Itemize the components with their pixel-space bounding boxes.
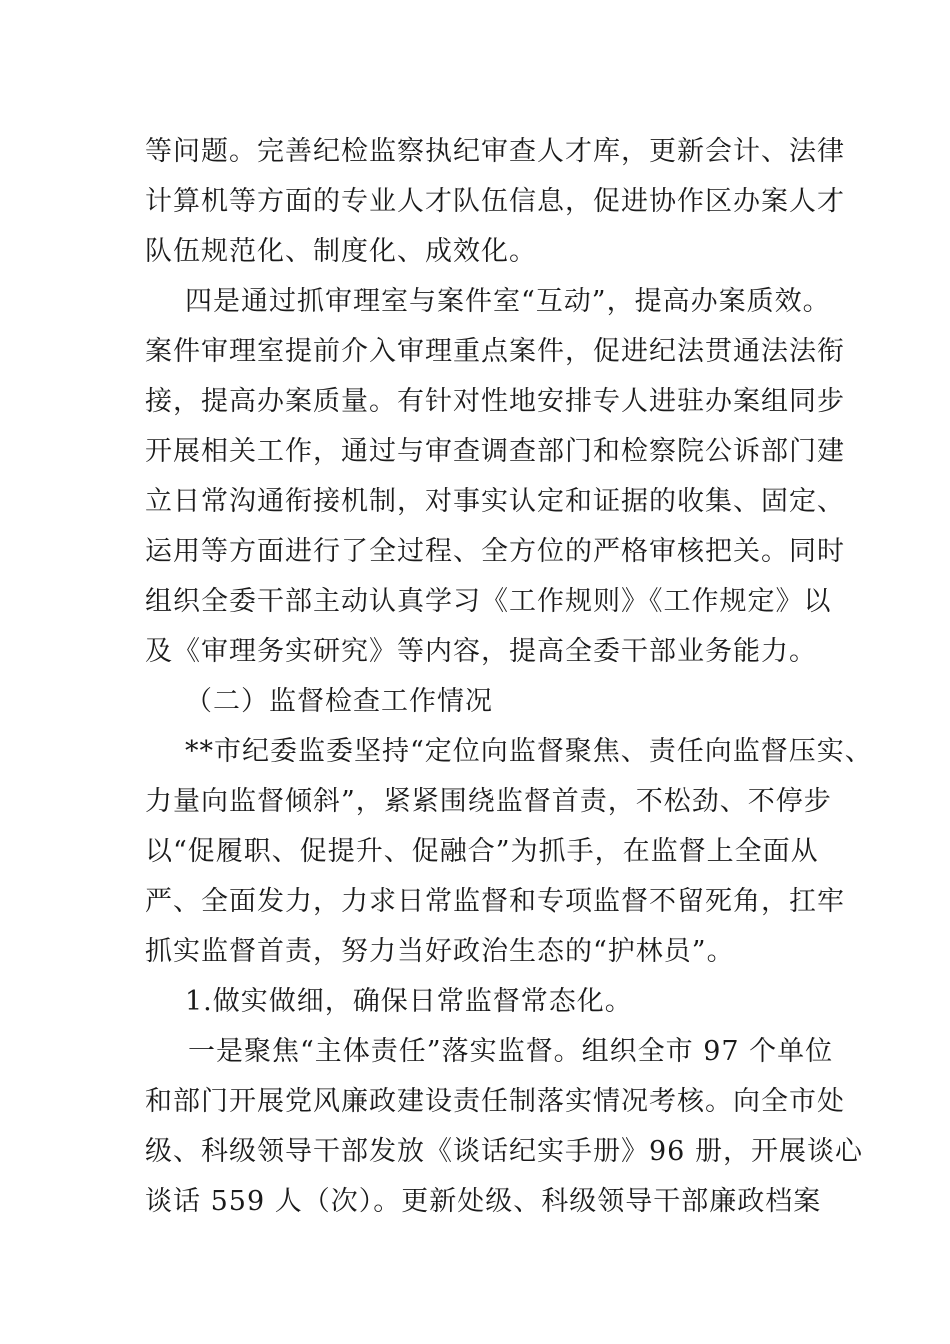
body-text-line: 立日常沟通衔接机制，对事实认定和证据的收集、固定、: [145, 486, 845, 517]
body-text-line: 运用等方面进行了全过程、全方位的严格审核把关。同时: [145, 536, 845, 567]
section-heading: （二）监督检查工作情况: [185, 686, 493, 717]
body-text-line: 和部门开展党风廉政建设责任制落实情况考核。向全市处: [145, 1086, 845, 1117]
body-text-line: 抓实监督首责，努力当好政治生态的“护林员”。: [145, 936, 735, 967]
body-text-line: 组织全委干部主动认真学习《工作规则》《工作规定》以: [145, 586, 832, 617]
body-text-line: 及《审理务实研究》等内容，提高全委干部业务能力。: [145, 636, 817, 667]
body-text-line: 力量向监督倾斜”，紧紧围绕监督首责，不松劲、不停步: [145, 786, 832, 817]
body-text-line: 等问题。完善纪检监察执纪审查人才库，更新会计、法律: [145, 136, 845, 167]
body-text-line: 以“促履职、促提升、促融合”为抓手，在监督上全面从: [145, 836, 819, 867]
body-text-line: 开展相关工作，通过与审查调查部门和检察院公诉部门建: [145, 436, 845, 467]
subsection-heading: 1.做实做细，确保日常监督常态化。: [185, 986, 633, 1017]
body-text-line: 级、科级领导干部发放《谈话纪实手册》96 册，开展谈心: [145, 1136, 863, 1167]
paragraph-first-line: 一是聚焦“主体责任”落实监督。组织全市 97 个单位: [188, 1036, 834, 1067]
body-text-line: 队伍规范化、制度化、成效化。: [145, 236, 537, 267]
paragraph-first-line: **市纪委监委坚持“定位向监督聚焦、责任向监督压实、: [185, 736, 873, 767]
body-text-line: 接，提高办案质量。有针对性地安排专人进驻办案组同步: [145, 386, 845, 417]
body-text-line: 计算机等方面的专业人才队伍信息，促进协作区办案人才: [145, 186, 845, 217]
body-text-line: 严、全面发力，力求日常监督和专项监督不留死角，扛牢: [145, 886, 845, 917]
paragraph-first-line: 四是通过抓审理室与案件室“互动”，提高办案质效。: [185, 286, 831, 317]
body-text-line: 谈话 559 人（次）。更新处级、科级领导干部廉政档案: [145, 1186, 822, 1217]
body-text-line: 案件审理室提前介入审理重点案件，促进纪法贯通法法衔: [145, 336, 845, 367]
